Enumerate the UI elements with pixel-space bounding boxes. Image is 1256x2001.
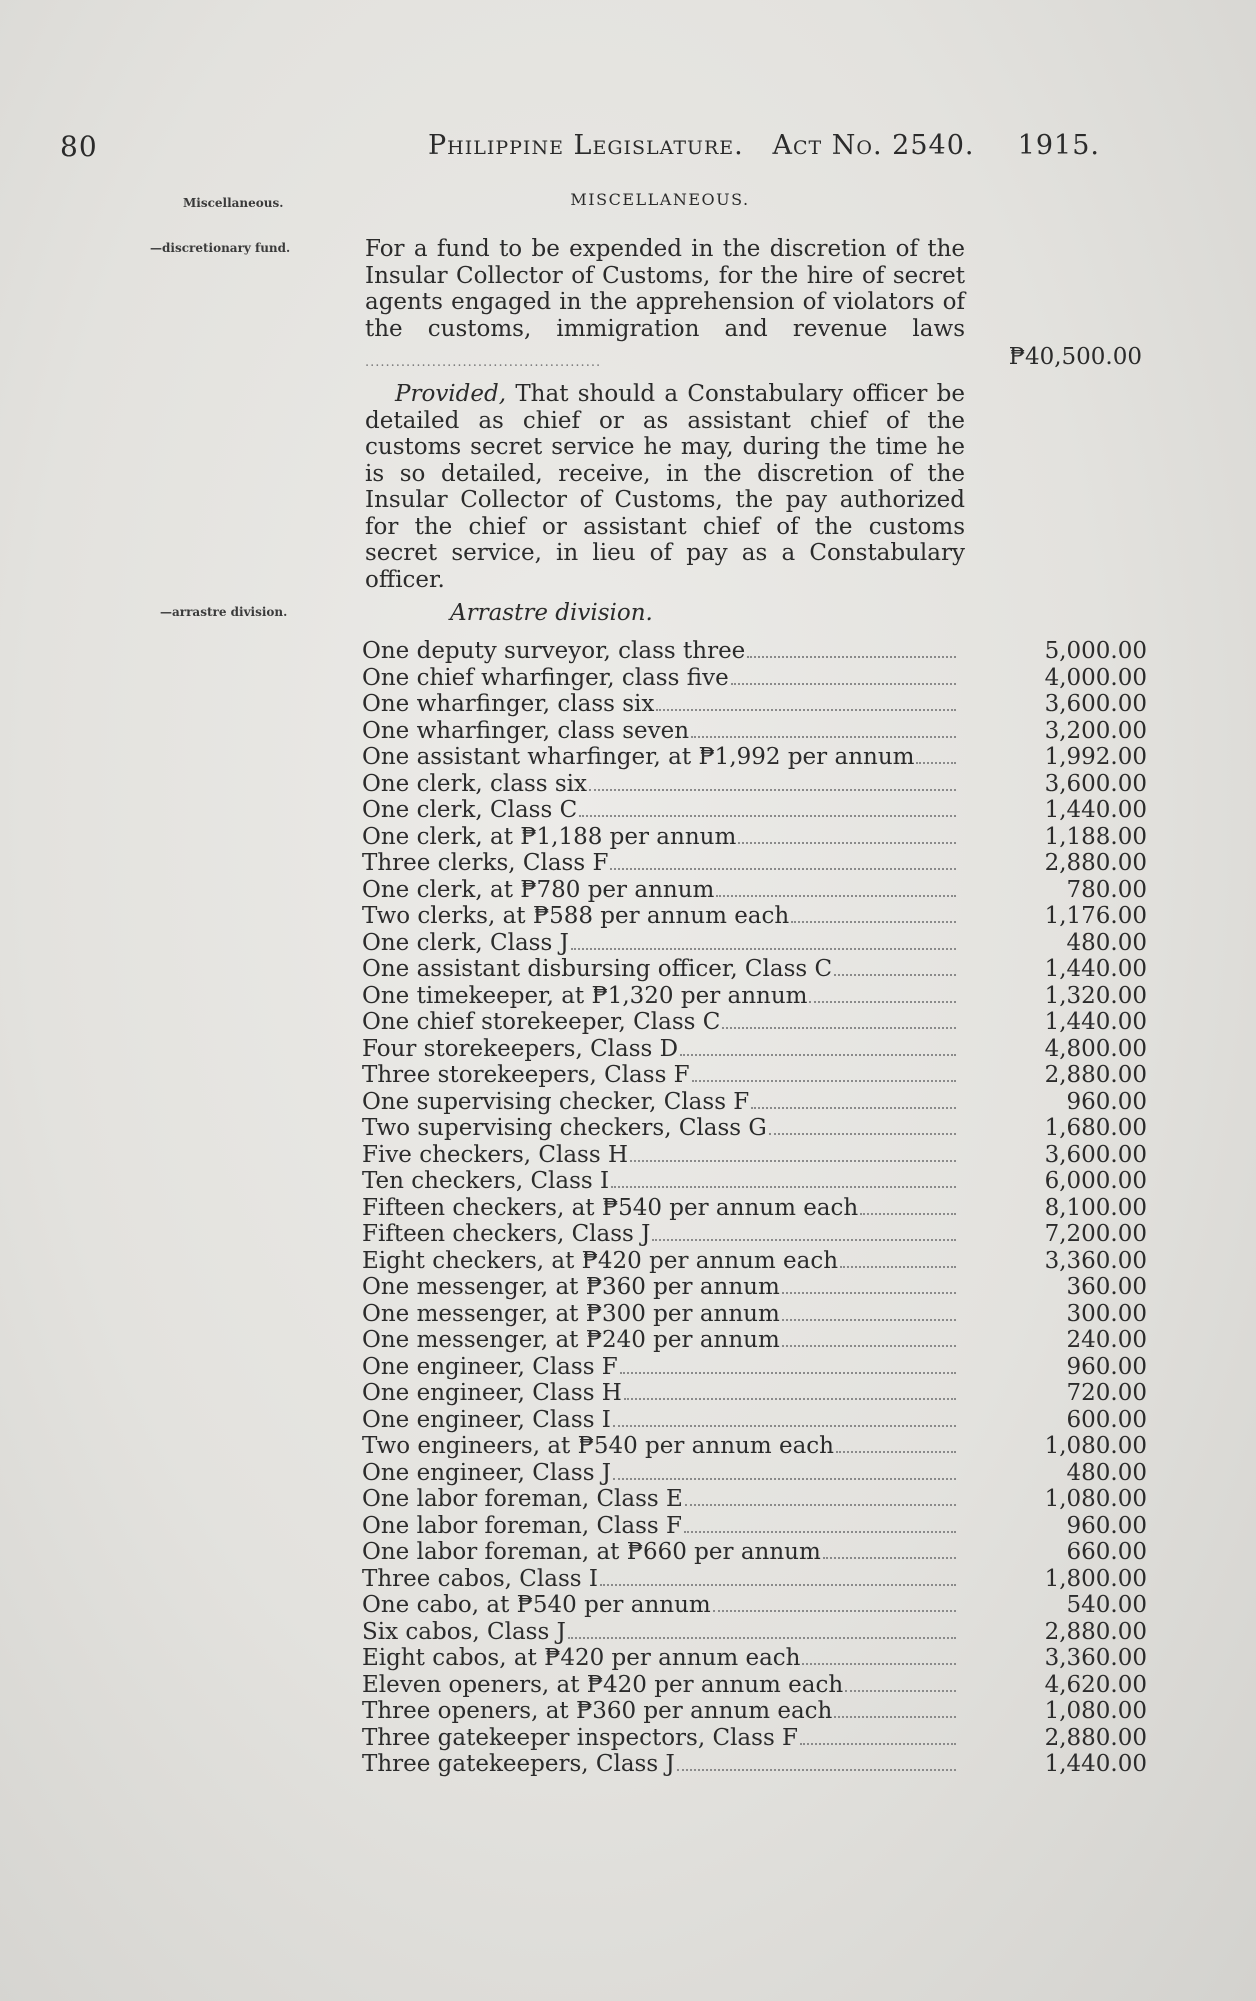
item-label: One engineer, Class F bbox=[362, 1353, 618, 1380]
table-row bbox=[362, 744, 1147, 771]
item-label: One engineer, Class H bbox=[362, 1380, 622, 1406]
dot-leader bbox=[613, 1423, 956, 1427]
item-value: 7,200.00 bbox=[1044, 1221, 1147, 1247]
item-label: One messenger, at ₱360 per annum bbox=[362, 1274, 780, 1300]
item-value: 8,100.00 bbox=[1044, 1194, 1147, 1221]
dot-leader bbox=[769, 1131, 956, 1135]
item-label: One cabo, at ₱540 per annum bbox=[362, 1592, 711, 1618]
table-row bbox=[362, 903, 1147, 930]
item-value: 960.00 bbox=[1066, 1512, 1147, 1539]
running-title: Philippine Legislature. Act No. 2540. bbox=[428, 130, 975, 161]
item-label: One clerk, at ₱780 per annum bbox=[362, 876, 715, 903]
item-value: 1,320.00 bbox=[1044, 982, 1147, 1009]
item-label: Eight checkers, at ₱420 per annum each bbox=[362, 1247, 839, 1274]
table-row bbox=[362, 1089, 1147, 1116]
item-value: 240.00 bbox=[1066, 1327, 1147, 1353]
proviso-text: That should a Constabulary officer be detailed as chief or as assistant chief of the customs secret service he may, during the time he is so detailed, receive, in the discretion of the Insular Collector of Customs, the pay authorized for the chief or assistant chief of the customs secret service, in lieu of pay as a Constabulary officer. bbox=[365, 381, 965, 593]
dot-leader bbox=[652, 1237, 956, 1241]
dot-leader bbox=[692, 1078, 956, 1082]
dot-leader bbox=[589, 787, 956, 791]
section-title: MISCELLANEOUS. bbox=[570, 190, 750, 209]
item-label: One timekeeper, at ₱1,320 per annum bbox=[362, 982, 808, 1009]
sidenote-miscellaneous: Miscellaneous. bbox=[183, 196, 284, 210]
item-label: Three storekeepers, Class F bbox=[362, 1062, 690, 1088]
table-row bbox=[362, 797, 1147, 824]
item-value: 2,880.00 bbox=[1044, 850, 1147, 876]
dot-leader bbox=[716, 893, 956, 897]
item-value: 1,992.00 bbox=[1044, 744, 1147, 770]
item-value: 1,080.00 bbox=[1044, 1433, 1147, 1459]
fund-paragraph: For a fund to be expended in the discretion of the Insular Collector of Customs, for the hire of secret agents engaged in the apprehension of violators of the customs, immigration and revenue laws .............................................. bbox=[365, 236, 965, 370]
item-label: Eight cabos, at ₱420 per annum each bbox=[362, 1645, 801, 1671]
table-row bbox=[362, 1168, 1147, 1195]
table-row bbox=[362, 930, 1147, 957]
item-value: 4,800.00 bbox=[1044, 1035, 1147, 1062]
dot-leader bbox=[751, 1105, 956, 1109]
item-label: One labor foreman, Class E bbox=[362, 1486, 683, 1512]
item-value: 480.00 bbox=[1066, 1459, 1147, 1486]
table-row bbox=[362, 1248, 1147, 1275]
proviso-lead: Provided, bbox=[395, 381, 507, 407]
item-value: 960.00 bbox=[1066, 1353, 1147, 1380]
item-value: 2,880.00 bbox=[1044, 1618, 1147, 1645]
dot-leader bbox=[782, 1290, 956, 1294]
dot-leader bbox=[630, 1158, 956, 1162]
item-label: One supervising checker, Class F bbox=[362, 1088, 750, 1115]
dot-leader bbox=[802, 1661, 956, 1665]
dot-leader bbox=[791, 919, 956, 923]
table-row bbox=[362, 691, 1147, 718]
table-row bbox=[362, 1354, 1147, 1381]
fund-amount: ₱40,500.00 bbox=[1008, 344, 1142, 370]
dot-leader bbox=[656, 707, 956, 711]
item-label: Ten checkers, Class I bbox=[362, 1168, 610, 1194]
appropriation-list bbox=[362, 638, 1147, 1778]
dot-leader bbox=[691, 734, 956, 738]
sidenote-arrastre-division: —arrastre division. bbox=[160, 605, 288, 619]
arrastre-title: Arrastre division. bbox=[450, 600, 653, 626]
dot-leader bbox=[611, 1184, 956, 1188]
item-label: One chief wharfinger, class five bbox=[362, 664, 729, 691]
item-value: 1,680.00 bbox=[1044, 1115, 1147, 1141]
item-value: 3,360.00 bbox=[1044, 1645, 1147, 1671]
dot-leader bbox=[823, 1555, 956, 1559]
table-row bbox=[362, 1460, 1147, 1487]
table-row bbox=[362, 1672, 1147, 1699]
item-label: One engineer, Class I bbox=[362, 1406, 611, 1433]
item-label: Five checkers, Class H bbox=[362, 1141, 629, 1168]
table-row bbox=[362, 1115, 1147, 1142]
item-label: Three clerks, Class F bbox=[362, 850, 609, 876]
item-value: 1,440.00 bbox=[1044, 956, 1147, 982]
dot-leader bbox=[731, 681, 956, 685]
item-label: One chief storekeeper, Class C bbox=[362, 1009, 721, 1035]
item-value: 3,360.00 bbox=[1044, 1247, 1147, 1274]
table-row bbox=[362, 1062, 1147, 1089]
dot-leader bbox=[722, 1025, 956, 1029]
sidenote-discretionary-fund: —discretionary fund. bbox=[150, 241, 291, 255]
item-value: 2,880.00 bbox=[1044, 1062, 1147, 1088]
table-row bbox=[362, 771, 1147, 798]
table-row bbox=[362, 877, 1147, 904]
dot-leader bbox=[568, 1635, 956, 1639]
item-label: Eleven openers, at ₱420 per annum each bbox=[362, 1671, 844, 1698]
table-row bbox=[362, 850, 1147, 877]
table-row bbox=[362, 1592, 1147, 1619]
item-label: One clerk, Class J bbox=[362, 929, 569, 956]
table-row bbox=[362, 1513, 1147, 1540]
dot-leader bbox=[845, 1688, 956, 1692]
table-row bbox=[362, 1380, 1147, 1407]
dot-leader bbox=[860, 1211, 956, 1215]
dot-leader bbox=[840, 1264, 956, 1268]
dot-leader bbox=[610, 866, 956, 870]
item-label: One messenger, at ₱300 per annum bbox=[362, 1300, 780, 1327]
item-value: 600.00 bbox=[1066, 1406, 1147, 1433]
item-label: Two supervising checkers, Class G bbox=[362, 1115, 767, 1141]
item-label: One labor foreman, Class F bbox=[362, 1512, 683, 1539]
table-row bbox=[362, 1301, 1147, 1328]
dot-leader bbox=[600, 1582, 956, 1586]
table-row bbox=[362, 1725, 1147, 1752]
item-value: 3,200.00 bbox=[1044, 717, 1147, 744]
table-row bbox=[362, 1645, 1147, 1672]
dot-leader bbox=[836, 1449, 956, 1453]
table-row bbox=[362, 1566, 1147, 1593]
dot-leader bbox=[677, 1767, 956, 1771]
table-row bbox=[362, 1221, 1147, 1248]
table-row bbox=[362, 1433, 1147, 1460]
item-value: 780.00 bbox=[1066, 876, 1147, 903]
page-header bbox=[60, 130, 1100, 170]
table-row bbox=[362, 983, 1147, 1010]
item-label: One clerk, at ₱1,188 per annum bbox=[362, 823, 737, 850]
item-label: Four storekeepers, Class D bbox=[362, 1035, 679, 1062]
table-row bbox=[362, 1009, 1147, 1036]
table-row bbox=[362, 1036, 1147, 1063]
proviso-paragraph bbox=[365, 381, 965, 593]
dot-leader bbox=[620, 1370, 956, 1374]
item-value: 1,800.00 bbox=[1044, 1565, 1147, 1592]
item-value: 1,176.00 bbox=[1044, 903, 1147, 929]
dot-leader bbox=[713, 1608, 956, 1612]
dot-leader bbox=[685, 1502, 956, 1506]
dot-leader bbox=[782, 1343, 956, 1347]
item-value: 1,440.00 bbox=[1044, 797, 1147, 823]
item-value: 5,000.00 bbox=[1044, 638, 1147, 664]
item-label: One messenger, at ₱240 per annum bbox=[362, 1327, 780, 1353]
dot-leader bbox=[684, 1529, 956, 1533]
table-row bbox=[362, 1195, 1147, 1222]
dot-leader bbox=[571, 946, 956, 950]
item-label: One wharfinger, class six bbox=[362, 691, 655, 717]
item-label: One deputy surveyor, class three bbox=[362, 638, 746, 664]
item-label: One assistant disbursing officer, Class C bbox=[362, 956, 833, 982]
item-label: Fifteen checkers, at ₱540 per annum each bbox=[362, 1194, 859, 1221]
item-value: 720.00 bbox=[1066, 1380, 1147, 1406]
running-year: 1915. bbox=[1017, 130, 1100, 161]
item-value: 3,600.00 bbox=[1044, 691, 1147, 717]
table-row bbox=[362, 638, 1147, 665]
item-value: 300.00 bbox=[1066, 1300, 1147, 1327]
item-value: 660.00 bbox=[1066, 1539, 1147, 1565]
dot-leader bbox=[834, 1714, 956, 1718]
table-row bbox=[362, 1486, 1147, 1513]
item-value: 960.00 bbox=[1066, 1088, 1147, 1115]
item-value: 4,000.00 bbox=[1044, 664, 1147, 691]
dot-leader bbox=[624, 1396, 956, 1400]
dot-leader bbox=[579, 813, 956, 817]
item-label: One clerk, class six bbox=[362, 770, 587, 797]
item-label: Three openers, at ₱360 per annum each bbox=[362, 1698, 833, 1724]
item-label: Three cabos, Class I bbox=[362, 1565, 598, 1592]
item-label: Two engineers, at ₱540 per annum each bbox=[362, 1433, 834, 1459]
table-row bbox=[362, 718, 1147, 745]
item-value: 4,620.00 bbox=[1044, 1671, 1147, 1698]
item-value: 1,440.00 bbox=[1044, 1751, 1147, 1777]
table-row bbox=[362, 665, 1147, 692]
table-row bbox=[362, 824, 1147, 851]
dot-leader bbox=[747, 654, 956, 658]
item-value: 6,000.00 bbox=[1044, 1168, 1147, 1194]
item-value: 1,188.00 bbox=[1044, 823, 1147, 850]
item-label: Three gatekeeper inspectors, Class F bbox=[362, 1724, 799, 1751]
item-label: Fifteen checkers, Class J bbox=[362, 1221, 651, 1247]
item-value: 540.00 bbox=[1066, 1592, 1147, 1618]
dot-leader bbox=[680, 1052, 956, 1056]
dot-leader bbox=[916, 760, 956, 764]
item-label: One wharfinger, class seven bbox=[362, 717, 690, 744]
table-row bbox=[362, 1619, 1147, 1646]
dot-leader bbox=[834, 972, 956, 976]
item-value: 360.00 bbox=[1066, 1274, 1147, 1300]
table-row bbox=[362, 1142, 1147, 1169]
item-label: One engineer, Class J bbox=[362, 1459, 612, 1486]
item-label: Two clerks, at ₱588 per annum each bbox=[362, 903, 790, 929]
dot-leader bbox=[738, 840, 956, 844]
item-value: 3,600.00 bbox=[1044, 770, 1147, 797]
item-value: 1,080.00 bbox=[1044, 1698, 1147, 1724]
item-label: One assistant wharfinger, at ₱1,992 per annum bbox=[362, 744, 915, 770]
table-row bbox=[362, 1407, 1147, 1434]
item-value: 2,880.00 bbox=[1044, 1724, 1147, 1751]
table-row bbox=[362, 1698, 1147, 1725]
dot-leader bbox=[800, 1741, 956, 1745]
page-number: 80 bbox=[60, 130, 98, 163]
item-label: One labor foreman, at ₱660 per annum bbox=[362, 1539, 821, 1565]
table-row bbox=[362, 1751, 1147, 1778]
item-value: 480.00 bbox=[1066, 929, 1147, 956]
fund-text: For a fund to be expended in the discretion of the Insular Collector of Customs, for the hire of secret agents engaged in the apprehension of violators of the customs, immigration and revenue laws bbox=[365, 236, 965, 342]
item-label: Six cabos, Class J bbox=[362, 1618, 566, 1645]
dot-leader bbox=[613, 1476, 956, 1480]
table-row bbox=[362, 1274, 1147, 1301]
table-row bbox=[362, 956, 1147, 983]
item-label: Three gatekeepers, Class J bbox=[362, 1751, 675, 1777]
dot-leader bbox=[782, 1317, 956, 1321]
table-row bbox=[362, 1327, 1147, 1354]
dot-leader bbox=[809, 999, 956, 1003]
item-label: One clerk, Class C bbox=[362, 797, 578, 823]
table-row bbox=[362, 1539, 1147, 1566]
item-value: 3,600.00 bbox=[1044, 1141, 1147, 1168]
item-value: 1,440.00 bbox=[1044, 1009, 1147, 1035]
item-value: 1,080.00 bbox=[1044, 1486, 1147, 1512]
